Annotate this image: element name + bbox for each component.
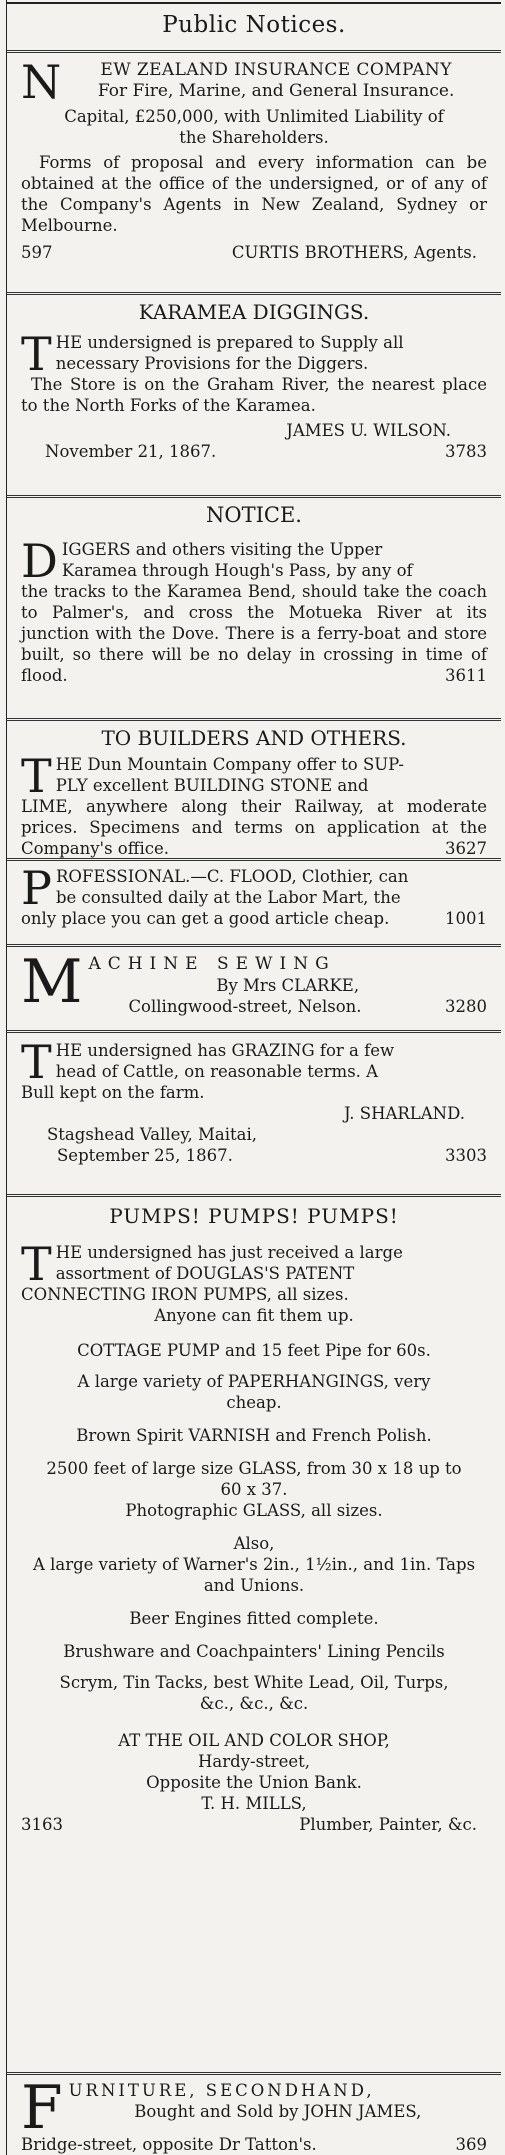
notice-number: 597 [21, 243, 53, 262]
notice-line: Bull kept on the farm. [21, 1083, 205, 1102]
divider [7, 718, 501, 721]
divider [7, 2072, 501, 2075]
notice-number: 369 [455, 2135, 487, 2154]
drop-cap: T [21, 1035, 52, 1089]
notice-signature: JAMES U. WILSON. [286, 421, 451, 440]
notice-date: September 25, 1867. [57, 1146, 233, 1165]
list-item: Beer Engines fitted complete. [129, 1609, 379, 1628]
drop-cap: T [21, 327, 52, 381]
diggers-notice [7, 503, 501, 686]
divider [7, 858, 501, 861]
divider [7, 1030, 501, 1033]
drop-cap: T [21, 1237, 52, 1291]
notice-signature: J. SHARLAND. [343, 1104, 465, 1123]
notice-line: IGGERS and others visiting the Upper [61, 540, 383, 559]
divider [7, 1194, 501, 1197]
drop-cap: F [21, 2073, 63, 2143]
notice-line: HE Dun Mountain Company offer to SUP- [55, 755, 404, 774]
notice-line: be consulted daily at the Labor Mart, the [55, 888, 401, 907]
notice-title: NOTICE. [206, 503, 302, 527]
notice-trade: Plumber, Painter, &c. [299, 1815, 477, 1834]
notice-line: only place you can get a good article cheap. [21, 909, 390, 928]
newspaper-column [6, 0, 501, 2155]
notice-title: TO BUILDERS AND OTHERS. [101, 726, 407, 750]
notice-line: Collingwood-street, Nelson. [128, 997, 362, 1016]
grazing-notice [7, 1035, 501, 1166]
list-item: Brown Spirit VARNISH and French Polish. [76, 1426, 432, 1445]
list-item: Brushware and Coachpainters' Lining Pencils [63, 1642, 445, 1661]
page-title: Public Notices. [162, 12, 346, 38]
drop-cap: D [21, 534, 58, 588]
karamea-diggings-notice [7, 300, 501, 462]
notice-line: assortment of DOUGLAS'S PATENT [55, 1264, 355, 1283]
list-item: A large variety of Warner's 2in., 1½in., and 1in. Taps and Unions. [32, 1555, 476, 1595]
notice-signature: T. H. MILLS, [201, 1794, 307, 1813]
notice-line: Bought and Sold by JOHN JAMES, [134, 2102, 422, 2121]
notice-number: 3783 [445, 442, 487, 461]
pumps-notice [7, 1204, 501, 1835]
notice-line: URNITURE, SECONDHAND, [68, 2081, 375, 2100]
notice-number: 3627 [445, 839, 487, 858]
notice-line: HE undersigned has just received a large [55, 1243, 403, 1262]
list-item: 2500 feet of large size GLASS, from 30 x 18 up to 60 x 37. [46, 1459, 462, 1499]
notice-line: PLY excellent BUILDING STONE and [55, 776, 369, 795]
notice-line: Bridge-street, opposite Dr Tatton's. [21, 2135, 317, 2154]
notice-line: HE undersigned has GRAZING for a few [55, 1041, 395, 1060]
notice-line: By Mrs CLARKE, [216, 976, 360, 995]
notice-line: necessary Provisions for the Diggers. [55, 354, 369, 373]
notice-line: head of Cattle, on reasonable terms. A [55, 1062, 379, 1081]
shop-street: Hardy-street, [198, 1752, 310, 1771]
drop-cap: T [21, 749, 52, 803]
professional-notice [7, 861, 501, 929]
shop-name: AT THE OIL AND COLOR SHOP, [118, 1731, 390, 1750]
drop-cap: N [21, 55, 62, 109]
drop-cap: P [21, 861, 52, 915]
notice-place: Stagshead Valley, Maitai, [47, 1125, 258, 1144]
notice-number: 3611 [445, 666, 487, 685]
furniture-notice [7, 2073, 501, 2155]
notice-line: ACHINE SEWING [88, 954, 336, 974]
builders-notice [7, 726, 501, 859]
notice-line: For Fire, Marine, and General Insurance. [97, 81, 455, 101]
notice-line: Karamea through Hough's Pass, by any of [61, 561, 413, 580]
notice-number: 1001 [445, 909, 487, 928]
notice-line: ROFESSIONAL.—C. FLOOD, Clothier, can [55, 867, 409, 886]
notice-number: 3280 [445, 997, 487, 1016]
insurance-notice [7, 55, 501, 263]
divider [7, 292, 501, 295]
notice-line: CONNECTING IRON PUMPS, all sizes. [21, 1285, 349, 1304]
divider [7, 495, 501, 498]
top-rule [7, 2, 501, 4]
notice-body: Forms of proposal and every information can be obtained at the office of the undersigned, or of any of the Company's Agents in New Zealand, Sydney or Melbourne. [21, 153, 487, 235]
notice-date: November 21, 1867. [45, 442, 217, 461]
machine-sewing-notice [7, 947, 501, 1017]
notice-signature: CURTIS BROTHERS, Agents. [231, 243, 477, 262]
notice-line: Anyone can fit them up. [154, 1306, 354, 1325]
notice-body: LIME, anywhere along their Railway, at moderate prices. Specimens and terms on application at the Company's office. [21, 797, 487, 858]
notice-number: 3163 [21, 1815, 63, 1834]
notice-number: 3303 [445, 1146, 487, 1165]
list-item: Scrym, Tin Tacks, best White Lead, Oil, Turps, &c., &c., &c. [59, 1673, 449, 1713]
notice-body: the tracks to the Karamea Bend, should take the coach to Palmer's, and cross the Motueka River at its junction with the Dove. There is a ferry-boat and store built, so there will be no delay in crossing in time of flood. [21, 582, 487, 685]
notice-line: HE undersigned is prepared to Supply all [55, 333, 404, 352]
list-item: Photographic GLASS, all sizes. [125, 1501, 383, 1520]
notice-title: PUMPS! PUMPS! PUMPS! [109, 1204, 399, 1228]
notice-line: the Shareholders. [179, 128, 329, 147]
list-item: A large variety of PAPERHANGINGS, very cheap. [77, 1372, 431, 1412]
list-item: COTTAGE PUMP and 15 feet Pipe for 60s. [77, 1341, 431, 1360]
shop-opposite: Opposite the Union Bank. [146, 1773, 362, 1792]
notice-title: KARAMEA DIGGINGS. [138, 300, 370, 324]
notice-body: The Store is on the Graham River, the nearest place to the North Forks of the Karamea. [21, 375, 487, 415]
notice-line: EW ZEALAND INSURANCE COMPANY [100, 60, 452, 80]
drop-cap: M [21, 947, 83, 1017]
list-item: Also, [233, 1534, 275, 1553]
notice-line: Capital, £250,000, with Unlimited Liability of [64, 107, 444, 126]
divider [7, 50, 501, 53]
